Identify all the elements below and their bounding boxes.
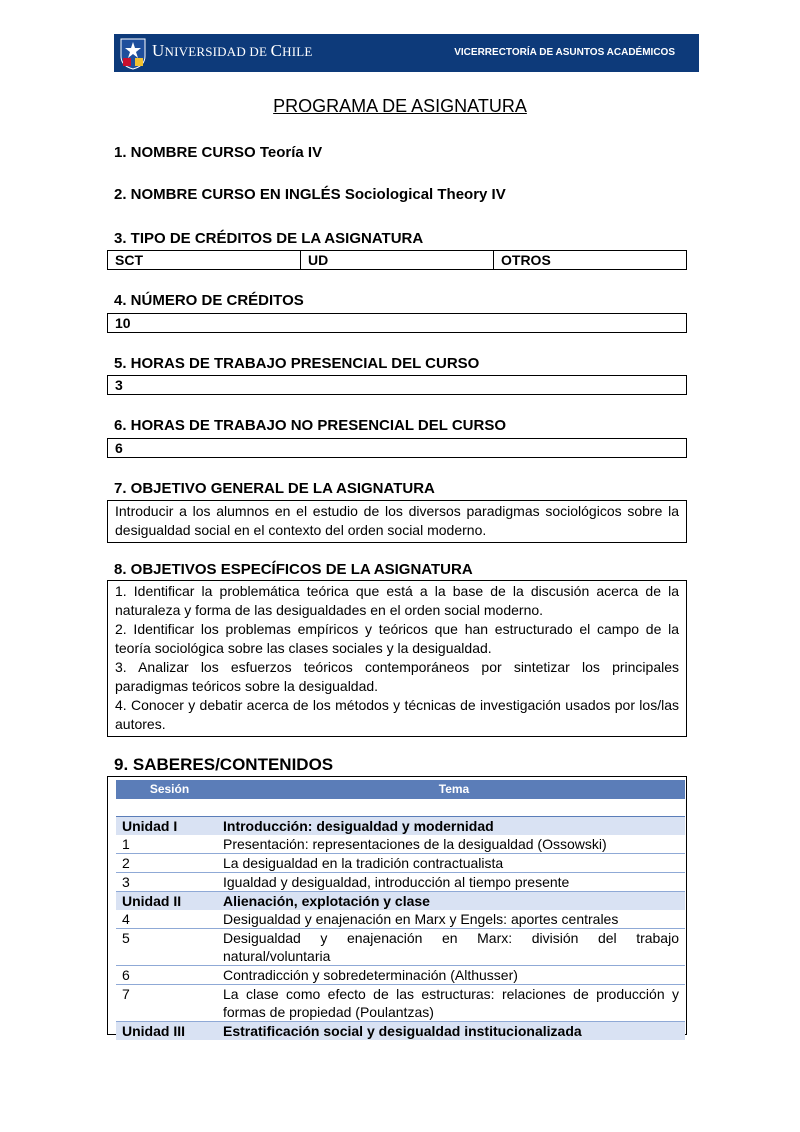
table-row: 5 Desigualdad y enajenación en Marx: división del trabajo natural/voluntaria <box>116 929 685 966</box>
specific-objectives-heading: 8. OBJETIVOS ESPECÍFICOS DE LA ASIGNATURA <box>114 561 473 578</box>
table-row: 1 Presentación: representaciones de la desigualdad (Ossowski) <box>116 835 685 854</box>
presential-hours-heading: 5. HORAS DE TRABAJO PRESENCIAL DEL CURSO <box>114 355 480 372</box>
table-row: 4 Desigualdad y enajenación en Marx y Engels: aportes centrales <box>116 910 685 929</box>
university-name: UNIVERSIDAD DE CHILE <box>152 41 313 60</box>
contents-table-frame <box>107 776 687 1039</box>
document-title: PROGRAMA DE ASIGNATURA <box>273 96 527 116</box>
header-banner <box>114 34 699 72</box>
presential-hours-value: 3 <box>107 375 687 395</box>
credit-type-table <box>107 250 687 270</box>
table-row: Unidad III Estratificación social y desigualdad institucionalizada <box>116 1022 685 1041</box>
university-crest-icon <box>117 36 149 70</box>
credit-type-ud: UD <box>300 251 493 269</box>
office-name: VICERRECTORÍA DE ASUNTOS ACADÉMICOS <box>454 47 675 58</box>
credit-type-heading: 3. TIPO DE CRÉDITOS DE LA ASIGNATURA <box>114 230 424 247</box>
contents-table <box>116 780 685 1040</box>
general-objective-text: Introducir a los alumnos en el estudio de los diversos paradigmas sociológicos sobre la desigualdad social en el contexto del orden social moderno. <box>107 500 687 543</box>
non-presential-hours-value: 6 <box>107 438 687 458</box>
table-row: 7 La clase como efecto de las estructuras: relaciones de producción y formas de propiedad (Poulantzas) <box>116 985 685 1022</box>
objective-item: 1. Identificar la problemática teórica que está a la base de la discusión acerca de la naturaleza y forma de las desigualdades en el orden social moderno. <box>115 583 679 618</box>
contents-heading: 9. SABERES/CONTENIDOS <box>114 755 334 774</box>
course-name-english: 2. NOMBRE CURSO EN INGLÉS Sociological Theory IV <box>114 186 506 203</box>
objective-item: 3. Analizar los esfuerzos teóricos contemporáneos por sintetizar los principales paradigmas teóricos sobre la desigualdad. <box>115 659 679 694</box>
table-row: 3 Igualdad y desigualdad, introducción al tiempo presente <box>116 873 685 892</box>
column-header-session: Sesión <box>116 780 217 799</box>
course-name: 1. NOMBRE CURSO Teoría IV <box>114 144 323 161</box>
general-objective-heading: 7. OBJETIVO GENERAL DE LA ASIGNATURA <box>114 480 435 497</box>
table-row: 2 La desigualdad en la tradición contractualista <box>116 854 685 873</box>
table-row: 6 Contradicción y sobredeterminación (Althusser) <box>116 966 685 985</box>
objective-item: 2. Identificar los problemas empíricos y teóricos que han estructurado el campo de la teoría sociológica sobre las clases sociales y la desigualdad. <box>115 621 679 656</box>
table-spacer-row <box>116 799 685 817</box>
column-header-topic: Tema <box>217 780 685 799</box>
table-row: Unidad I Introducción: desigualdad y modernidad <box>116 817 685 836</box>
specific-objectives-box <box>107 580 687 737</box>
objective-item: 4. Conocer y debatir acerca de los métodos y técnicas de investigación usados por los/las autores. <box>115 697 679 732</box>
credit-type-sct: SCT <box>115 252 143 268</box>
credits-heading: 4. NÚMERO DE CRÉDITOS <box>114 292 304 309</box>
non-presential-hours-heading: 6. HORAS DE TRABAJO NO PRESENCIAL DEL CURSO <box>114 417 506 434</box>
credits-value: 10 <box>107 313 687 333</box>
credit-type-otros: OTROS <box>493 251 686 269</box>
table-row: Unidad II Alienación, explotación y clase <box>116 892 685 911</box>
